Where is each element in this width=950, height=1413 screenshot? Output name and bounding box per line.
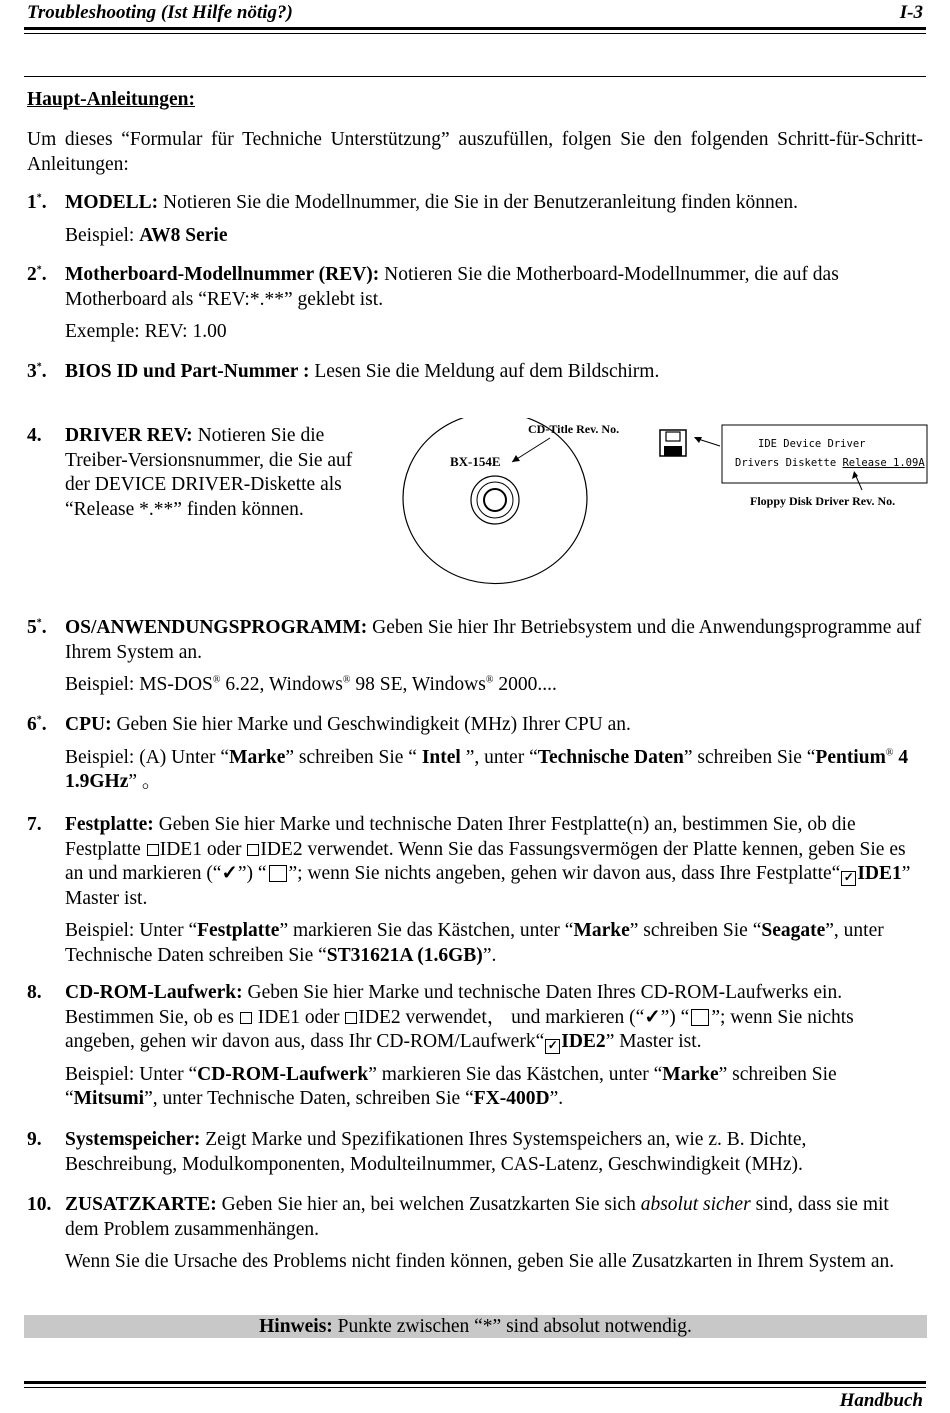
- item-title: OS/ANWENDUNGSPROGRAMM:: [65, 617, 368, 638]
- item-title: CPU:: [65, 714, 112, 735]
- example-text: Exemple: REV: 1.00: [65, 321, 227, 342]
- cd-title-label: CD-Title Rev. No.: [528, 422, 620, 436]
- cd-label: BX-154E: [450, 454, 501, 469]
- instruction-item-5: 5*. OS/ANWENDUNGSPROGRAMM: Geben Sie hier Ihr Betriebsystem und die Anwendungsprogramme auf Ihrem System an. Beispiel: MS-DOS® 6.22, Windows® 98 SE, Windows® 2000....: [27, 616, 923, 698]
- item-number: 1*.: [27, 192, 47, 213]
- item-title: MODELL:: [65, 192, 159, 213]
- checkbox-icon: [269, 865, 287, 882]
- intro-paragraph: Um dieses “Formular für Techniche Unterstützung” auszufüllen, folgen Sie den folgenden Schritt-für-Schritt-Anleitungen:: [27, 129, 923, 175]
- example-value: AW8 Serie: [139, 224, 228, 246]
- floppy-label-line2-a: Drivers Diskette: [735, 457, 843, 469]
- page-number: I-3: [899, 2, 923, 23]
- item-number: 2*.: [27, 264, 47, 285]
- floppy-release-value: Release 1.09A: [842, 457, 925, 469]
- section-rule: [24, 76, 926, 77]
- instruction-item-3: 3*. BIOS ID und Part-Nummer : Lesen Sie die Meldung auf dem Bildschirm.: [27, 360, 923, 385]
- item-number: 10.: [27, 1194, 52, 1215]
- item-title: Motherboard-Modellnummer (REV):: [65, 264, 380, 285]
- checkbox-icon: [240, 1012, 252, 1024]
- instruction-item-2: 2*. Motherboard-Modellnummer (REV): Notieren Sie die Motherboard-Modellnummer, die auf das Motherboard als “REV:*.**” geklebt ist. Exemple: REV: 1.00: [27, 263, 923, 345]
- floppy-label-line1: IDE Device Driver: [758, 438, 866, 450]
- note-text: Punkte zwischen “*” sind absolut notwendig.: [332, 1316, 692, 1337]
- checkmark-icon: ✓: [221, 863, 238, 884]
- arrow-icon: [512, 455, 520, 462]
- note-label: Hinweis:: [259, 1316, 333, 1337]
- header-rule-thick: [24, 27, 926, 30]
- cd-disc-icon: [403, 418, 587, 584]
- example-text: Beispiel: Unter “Festplatte” markieren Sie das Kästchen, unter “Marke” schreiben Sie “Seagate”, unter Technische Daten schreiben Sie “ST31621A (1.6GB)”.: [65, 920, 884, 966]
- item-number: 6*.: [27, 714, 47, 735]
- instruction-item-4: 4. DRIVER REV: Notieren Sie die Treiber-Versionsnummer, die Sie auf der DEVICE DRIVER-Diskette als “Release *.**” finden können.: [27, 425, 353, 520]
- footer-rule-thick: [24, 1381, 926, 1384]
- floppy-caption: Floppy Disk Driver Rev. No.: [750, 494, 896, 508]
- item-number: 8.: [27, 982, 42, 1003]
- instruction-item-10: 10. ZUSATZKARTE: Geben Sie hier an, bei welchen Zusatzkarten Sie sich absolut sicher sind, dass sie mit dem Problem zusammenhängen. Wenn Sie die Ursache des Problems nicht finden können, geben Sie alle Zusatzkarten in Ihrem System an.: [27, 1193, 923, 1275]
- item-title: Systemspeicher:: [65, 1129, 201, 1150]
- header-rule-thin: [24, 33, 926, 34]
- item-number: 5*.: [27, 617, 47, 638]
- item-title: Festplatte:: [65, 814, 154, 835]
- item-number: 9.: [27, 1129, 42, 1150]
- item-paragraph: Wenn Sie die Ursache des Problems nicht finden können, geben Sie alle Zusatzkarten in Ihrem System an.: [65, 1251, 895, 1272]
- instruction-item-6: 6*. CPU: Geben Sie hier Marke und Geschwindigkeit (MHz) Ihrer CPU an. Beispiel: (A) Unter “Marke” schreiben Sie “ Intel ”, unter “Technische Daten” schreiben Sie “Pentium® 4 1.9GHz” 。: [27, 713, 923, 795]
- section-heading: Haupt-Anleitungen:: [27, 89, 195, 110]
- floppy-disk-icon: [660, 430, 686, 456]
- checked-box-icon: ✓: [841, 871, 856, 886]
- item-number: 7.: [27, 814, 42, 835]
- svg-text:Drivers Diskette Release 1.09A: [735, 457, 925, 469]
- checkbox-icon: [345, 1012, 357, 1024]
- checked-box-icon: ✓: [545, 1039, 560, 1054]
- floppy-label-box: [722, 425, 927, 483]
- item-number: 4.: [27, 425, 42, 446]
- checkbox-icon: [147, 844, 159, 856]
- instruction-item-7: 7. Festplatte: Geben Sie hier Marke und technische Daten Ihrer Festplatte(n) an, bestimmen Sie, ob die Festplatte IDE1 oder IDE2 verwendet. Wenn Sie das Fassungsvermögen der Platte kennen, geben Sie es an und markieren (“✓”) “ ”; wenn Sie nichts angeben, gehen wir davon aus, dass Ihre Festplatte“ ✓ IDE1” Master ist. Beispiel: Unter “Festplatte” markieren Sie das Kästchen, unter “Marke” schreiben Sie “Seagate”, unter Technische Daten schreiben Sie “ST31621A (1.6GB)”.: [27, 813, 923, 968]
- item-title: CD-ROM-Laufwerk:: [65, 982, 243, 1003]
- instruction-item-1: 1*. MODELL: Notieren Sie die Modellnummer, die Sie in der Benutzeranleitung finden können. Beispiel: AW8 Serie: [27, 192, 799, 246]
- footer-manual-label: Handbuch: [839, 1390, 923, 1411]
- checkmark-icon: ✓: [644, 1006, 661, 1028]
- page-header-title: Troubleshooting (Ist Hilfe nötig?): [27, 2, 293, 23]
- item-title: ZUSATZKARTE:: [65, 1194, 217, 1215]
- checkbox-icon: [691, 1009, 709, 1026]
- instruction-item-8: 8. CD-ROM-Laufwerk: Geben Sie hier Marke und technische Daten Ihres CD-ROM-Laufwerks ein. Bestimmen Sie, ob es IDE1 oder IDE2 verwendet， und markieren (“✓”) “ ”; wenn Sie nichts angeben, gehen wir davon aus, dass Ihr CD-ROM/Laufwerk“ ✓ IDE2” Master ist. Beispiel: Unter “CD-ROM-Laufwerk” markieren Sie das Kästchen, unter “Marke” schreiben Sie “Mitsumi”, unter Technische Daten, schreiben Sie “FX-400D”.: [27, 981, 923, 1112]
- driver-rev-diagram: [400, 418, 930, 588]
- item-title: DRIVER REV:: [65, 425, 193, 446]
- example-text: Beispiel: Unter “CD-ROM-Laufwerk” markieren Sie das Kästchen, unter “Marke” schreiben Sie “Mitsumi”, unter Technische Daten, schreiben Sie “FX-400D”.: [65, 1063, 837, 1109]
- footer-rule-thin: [24, 1387, 926, 1388]
- item-title: BIOS ID und Part-Nummer :: [65, 361, 310, 382]
- checkbox-icon: [247, 844, 259, 856]
- note-bar: [24, 1315, 927, 1338]
- item-number: 3*.: [27, 361, 47, 382]
- example-text: Beispiel: MS-DOS® 6.22, Windows® 98 SE, Windows® 2000....: [65, 674, 557, 695]
- instruction-item-9: 9. Systemspeicher: Zeigt Marke und Spezifikationen Ihres Systemspeichers an, wie z. B. Dichte, Beschreibung, Modulkomponenten, Modulteilnummer, CAS-Latenz, Geschwindigkeit (MHz).: [27, 1129, 807, 1175]
- example-text: Beispiel: (A) Unter “Marke” schreiben Sie “ Intel ”, unter “Technische Daten” schreiben Sie “Pentium® 4 1.9GHz” 。: [65, 746, 909, 792]
